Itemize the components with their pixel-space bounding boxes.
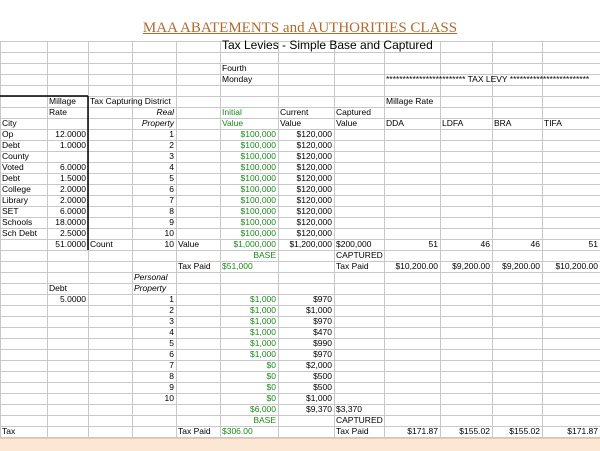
personal-current-value[interactable]: $500: [313, 371, 332, 381]
levy-rate[interactable]: 1.0000: [60, 140, 86, 150]
current-value-header[interactable]: Value: [280, 118, 302, 128]
captured-value-header[interactable]: Value: [336, 118, 358, 128]
personal-initial-value[interactable]: $1,000: [250, 327, 276, 337]
personal-captured-label[interactable]: CAPTURED: [336, 415, 383, 425]
initial-value[interactable]: $100,000: [240, 173, 276, 183]
parcel-number[interactable]: 5: [169, 173, 174, 183]
levy-rate[interactable]: 6.0000: [60, 206, 86, 216]
tax-capturing-district-header[interactable]: Tax Capturing District: [90, 96, 171, 106]
personal-initial-value[interactable]: $0: [266, 382, 276, 392]
current-value[interactable]: $120,000: [296, 195, 332, 205]
fourth-label[interactable]: Fourth: [222, 63, 247, 73]
parcel-number[interactable]: 4: [169, 162, 174, 172]
current-value[interactable]: $120,000: [296, 206, 332, 216]
authority-tax[interactable]: $10,200.00: [555, 261, 598, 271]
captured-total[interactable]: $200,000: [336, 239, 372, 249]
personal-current-value[interactable]: $970: [313, 294, 332, 304]
city-header[interactable]: City: [2, 118, 17, 128]
personal-tax-paid-value[interactable]: $306.00: [222, 426, 253, 436]
personal-authority-tax[interactable]: $171.87: [567, 426, 598, 436]
debt-header[interactable]: Debt: [49, 283, 67, 293]
personal-captured-tax-paid-label[interactable]: Tax Paid: [336, 426, 369, 436]
debt-rate[interactable]: 5.0000: [60, 294, 86, 304]
parcel-number[interactable]: 8: [169, 206, 174, 216]
levy-rate[interactable]: 1.5000: [60, 173, 86, 183]
initial-value[interactable]: $100,000: [240, 206, 276, 216]
tax-levy-banner[interactable]: ************************ TAX LEVY ************************: [386, 74, 590, 84]
levy-label[interactable]: College: [2, 184, 31, 194]
levy-label[interactable]: Debt: [2, 140, 20, 150]
levy-rate[interactable]: 2.0000: [60, 195, 86, 205]
count-value[interactable]: 10: [164, 239, 174, 249]
value-label[interactable]: Value: [178, 239, 200, 249]
personal-parcel-number[interactable]: 6: [169, 349, 174, 359]
property-header[interactable]: Property: [141, 118, 174, 128]
millage-rate-header[interactable]: Millage Rate: [386, 96, 434, 106]
parcel-number[interactable]: 1: [169, 129, 174, 139]
current-header[interactable]: Current: [280, 107, 309, 117]
monday-label[interactable]: Monday: [222, 74, 253, 84]
levy-rate[interactable]: 6.0000: [60, 162, 86, 172]
tax-paid-value[interactable]: $51,000: [222, 261, 253, 271]
parcel-number[interactable]: 6: [169, 184, 174, 194]
personal-current-total[interactable]: $9,370: [306, 404, 332, 414]
authority-tax[interactable]: $9,200.00: [452, 261, 490, 271]
current-value[interactable]: $120,000: [296, 173, 332, 183]
authority-millage[interactable]: 51: [588, 239, 598, 249]
personal-current-value[interactable]: $970: [313, 349, 332, 359]
personal-parcel-number[interactable]: 3: [169, 316, 174, 326]
personal-current-value[interactable]: $470: [313, 327, 332, 337]
millage-header[interactable]: Millage: [49, 96, 76, 106]
personal-base-label[interactable]: BASE: [253, 415, 276, 425]
initial-header[interactable]: Initial: [222, 107, 242, 117]
personal-current-value[interactable]: $1,000: [306, 305, 332, 315]
levy-rate[interactable]: 12.0000: [55, 129, 86, 139]
parcel-number[interactable]: 2: [169, 140, 174, 150]
current-value[interactable]: $120,000: [296, 162, 332, 172]
captured-tax-paid-label[interactable]: Tax Paid: [336, 261, 369, 271]
status-footer: [0, 438, 600, 451]
sheet-heading[interactable]: Tax Levies - Simple Base and Captured: [222, 38, 433, 52]
personal-current-value[interactable]: $1,000: [306, 393, 332, 403]
levy-label[interactable]: SET: [2, 206, 19, 216]
personal-current-value[interactable]: $990: [313, 338, 332, 348]
authority-header[interactable]: BRA: [494, 118, 512, 128]
personal-initial-value[interactable]: $1,000: [250, 294, 276, 304]
personal-initial-value[interactable]: $1,000: [250, 338, 276, 348]
levy-label[interactable]: Voted: [2, 162, 24, 172]
personal-parcel-number[interactable]: 5: [169, 338, 174, 348]
current-value[interactable]: $120,000: [296, 151, 332, 161]
current-value[interactable]: $120,000: [296, 140, 332, 150]
personal-parcel-number[interactable]: 10: [164, 393, 174, 403]
personal-current-value[interactable]: $500: [313, 382, 332, 392]
personal-captured-total[interactable]: $3,370: [336, 404, 362, 414]
parcel-number[interactable]: 10: [164, 228, 174, 238]
initial-value-header[interactable]: Value: [222, 118, 244, 128]
authority-millage[interactable]: 46: [480, 239, 490, 249]
captured-label[interactable]: CAPTURED: [336, 250, 383, 260]
initial-value[interactable]: $100,000: [240, 184, 276, 194]
levy-rate[interactable]: 2.0000: [60, 184, 86, 194]
personal-initial-value[interactable]: $1,000: [250, 305, 276, 315]
personal-property-header[interactable]: Property: [134, 283, 167, 293]
personal-initial-total[interactable]: $6,000: [250, 404, 276, 414]
personal-parcel-number[interactable]: 2: [169, 305, 174, 315]
spreadsheet[interactable]: [0, 38, 600, 438]
initial-value[interactable]: $100,000: [240, 140, 276, 150]
authority-header[interactable]: TIFA: [544, 118, 562, 128]
levy-label[interactable]: Schools: [2, 217, 33, 227]
personal-header[interactable]: Personal: [134, 272, 168, 282]
personal-current-value[interactable]: $970: [313, 316, 332, 326]
personal-authority-tax[interactable]: $155.02: [459, 426, 490, 436]
authority-millage[interactable]: 51: [428, 239, 438, 249]
levy-label[interactable]: Sch Debt: [2, 228, 37, 238]
count-label[interactable]: Count: [90, 239, 113, 249]
parcel-number[interactable]: 9: [169, 217, 174, 227]
initial-value[interactable]: $100,000: [240, 162, 276, 172]
personal-authority-tax[interactable]: $155.02: [509, 426, 540, 436]
initial-value[interactable]: $100,000: [240, 195, 276, 205]
authority-millage[interactable]: 46: [530, 239, 540, 249]
base-label[interactable]: BASE: [253, 250, 276, 260]
initial-value[interactable]: $100,000: [240, 228, 276, 238]
levy-rate[interactable]: 18.0000: [55, 217, 86, 227]
current-value[interactable]: $120,000: [296, 184, 332, 194]
authority-header[interactable]: DDA: [386, 118, 404, 128]
initial-value[interactable]: $100,000: [240, 129, 276, 139]
initial-value[interactable]: $100,000: [240, 151, 276, 161]
tax-label[interactable]: Tax: [2, 426, 16, 436]
personal-initial-value[interactable]: $0: [266, 371, 276, 381]
current-total[interactable]: $1,200,000: [289, 239, 332, 249]
levy-label[interactable]: Debt: [2, 173, 20, 183]
levy-rate[interactable]: 2.5000: [60, 228, 86, 238]
authority-header[interactable]: LDFA: [442, 118, 464, 128]
levy-label[interactable]: Library: [2, 195, 28, 205]
authority-tax[interactable]: $10,200.00: [395, 261, 438, 271]
personal-parcel-number[interactable]: 4: [169, 327, 174, 337]
current-value[interactable]: $120,000: [296, 129, 332, 139]
personal-initial-value[interactable]: $0: [266, 393, 276, 403]
personal-parcel-number[interactable]: 9: [169, 382, 174, 392]
personal-initial-value[interactable]: $1,000: [250, 316, 276, 326]
personal-initial-value[interactable]: $1,000: [250, 349, 276, 359]
rate-total[interactable]: 51.0000: [55, 239, 86, 249]
page-title: MAA ABATEMENTS and AUTHORITIES CLASS: [142, 20, 458, 36]
parcel-number[interactable]: 3: [169, 151, 174, 161]
captured-header[interactable]: Captured: [336, 107, 371, 117]
personal-initial-value[interactable]: $0: [266, 360, 276, 370]
initial-total[interactable]: $1,000,000: [233, 239, 276, 249]
initial-value[interactable]: $100,000: [240, 217, 276, 227]
authority-tax[interactable]: $9,200.00: [502, 261, 540, 271]
personal-authority-tax[interactable]: $171.87: [407, 426, 438, 436]
rate-header[interactable]: Rate: [49, 107, 67, 117]
personal-tax-paid-label[interactable]: Tax Paid: [178, 426, 211, 436]
personal-current-value[interactable]: $2,000: [306, 360, 332, 370]
levy-label[interactable]: Op: [2, 129, 14, 139]
personal-parcel-number[interactable]: 1: [169, 294, 174, 304]
cell-layer: [0, 38, 600, 438]
current-value[interactable]: $120,000: [296, 228, 332, 238]
real-header[interactable]: Real: [156, 107, 174, 117]
parcel-number[interactable]: 7: [169, 195, 174, 205]
personal-parcel-number[interactable]: 7: [169, 360, 174, 370]
personal-parcel-number[interactable]: 8: [169, 371, 174, 381]
tax-paid-label[interactable]: Tax Paid: [178, 261, 211, 271]
current-value[interactable]: $120,000: [296, 217, 332, 227]
levy-label[interactable]: County: [2, 151, 29, 161]
